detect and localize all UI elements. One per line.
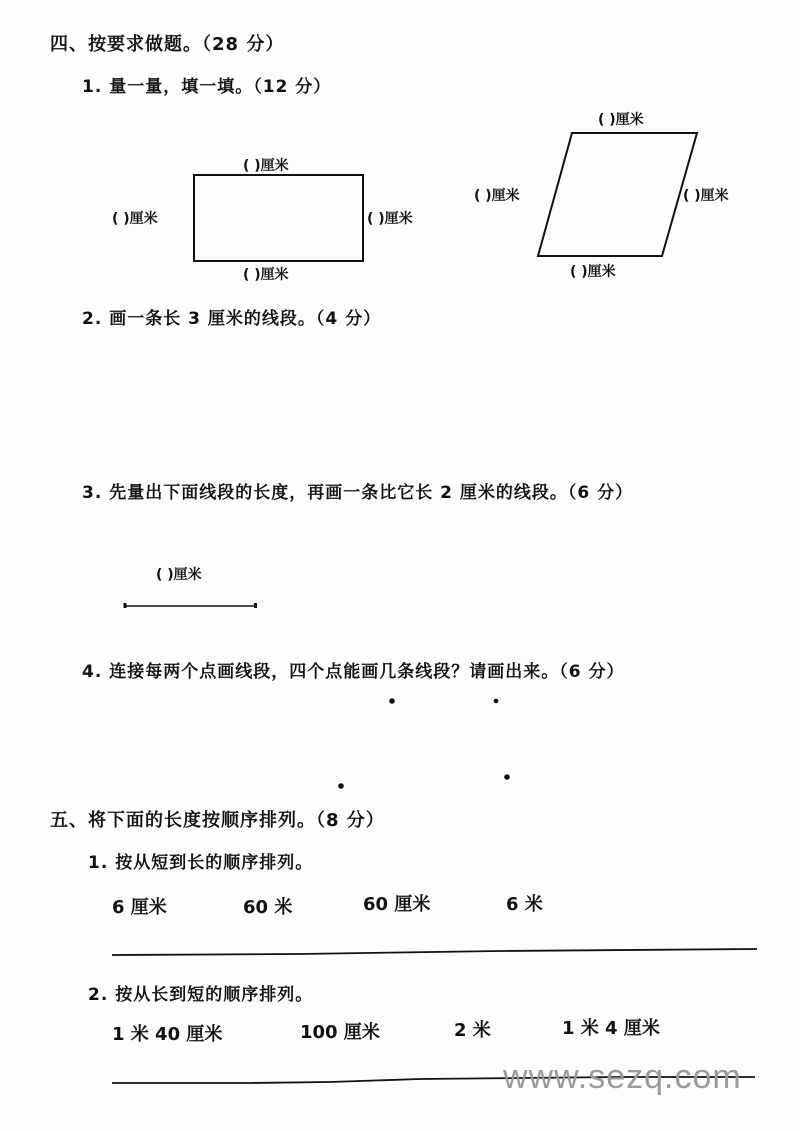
rectangle-top-answer[interactable]: ( )厘米 — [243, 158, 289, 174]
question-4-text: 4. 连接每两个点画线段，四个点能画几条线段？请画出来。（6 分） — [82, 662, 625, 682]
length-item: 60 厘米 — [363, 894, 431, 915]
order-question-1-text: 1. 按从短到长的顺序排列。 — [88, 853, 314, 873]
question-1-text: 1. 量一量，填一填。（12 分） — [82, 77, 332, 97]
parallelogram-top-answer[interactable]: ( )厘米 — [598, 112, 644, 128]
length-item: 1 米 40 厘米 — [112, 1024, 223, 1045]
watermark: www.sezq.com — [503, 1058, 742, 1096]
segment-length-answer[interactable]: ( )厘米 — [156, 567, 202, 583]
parallelogram-left-answer[interactable]: ( )厘米 — [474, 188, 520, 204]
question-2-text: 2. 画一条长 3 厘米的线段。（4 分） — [82, 309, 382, 329]
length-item: 60 米 — [243, 897, 293, 918]
length-item: 6 厘米 — [112, 897, 167, 918]
rectangle-bottom-answer[interactable]: ( )厘米 — [243, 267, 289, 283]
parallelogram-bottom-answer[interactable]: ( )厘米 — [570, 264, 616, 280]
rectangle-right-answer[interactable]: ( )厘米 — [367, 211, 413, 227]
length-item: 1 米 4 厘米 — [562, 1018, 660, 1039]
section-5-title: 五、将下面的长度按顺序排列。（8 分） — [50, 810, 385, 831]
rectangle-left-answer[interactable]: ( )厘米 — [112, 211, 158, 227]
length-item: 6 米 — [506, 894, 543, 915]
section-4-title: 四、按要求做题。（28 分） — [50, 34, 285, 55]
length-item: 2 米 — [454, 1020, 491, 1041]
order-question-2-text: 2. 按从长到短的顺序排列。 — [88, 985, 314, 1005]
length-item: 100 厘米 — [300, 1022, 380, 1043]
parallelogram-right-answer[interactable]: ( )厘米 — [683, 188, 729, 204]
question-3-text: 3. 先量出下面线段的长度，再画一条比它长 2 厘米的线段。（6 分） — [82, 483, 634, 503]
